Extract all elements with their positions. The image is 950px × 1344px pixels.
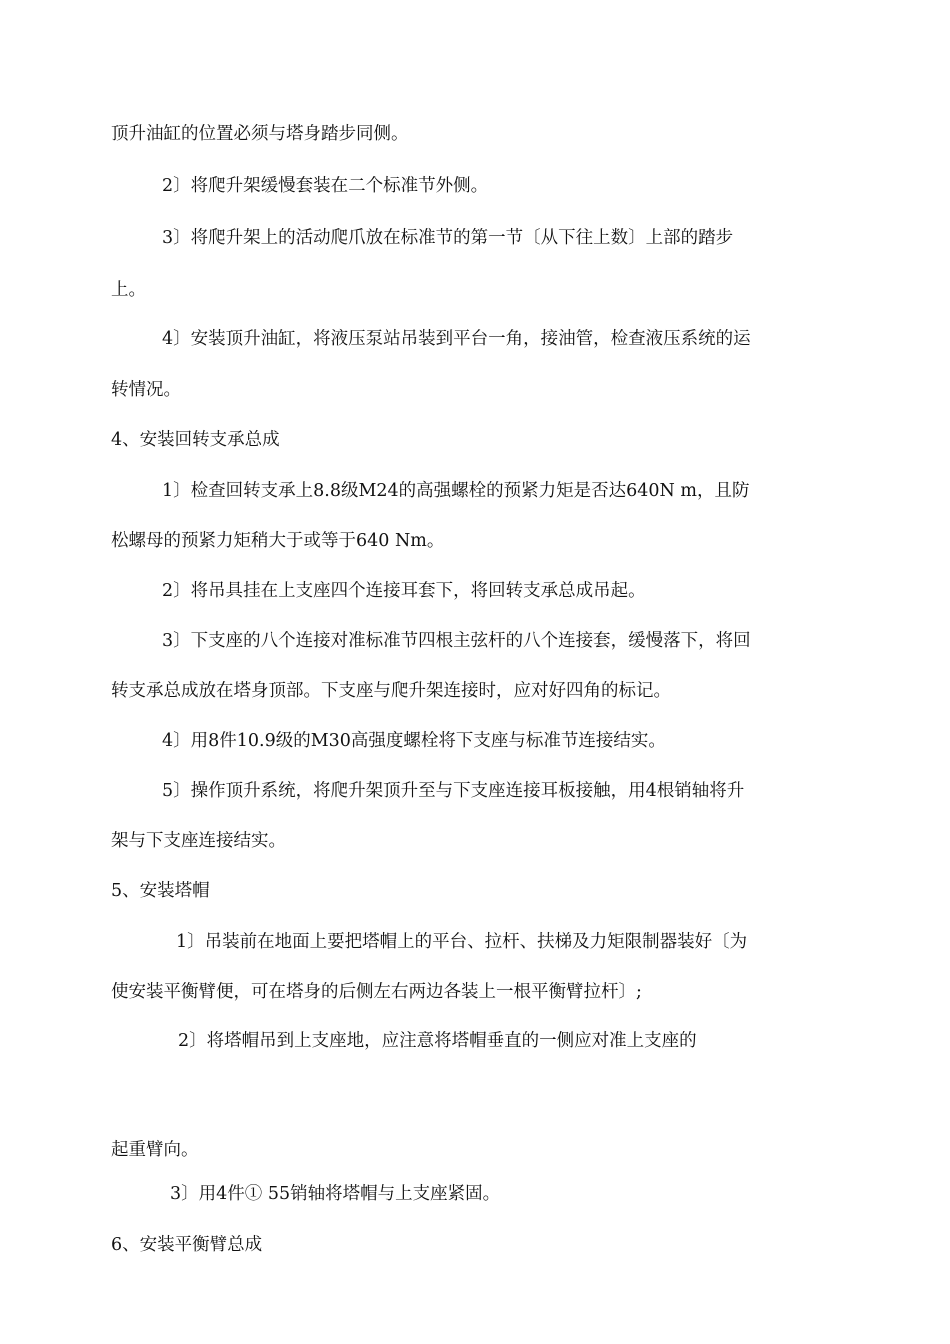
text-line: 起重臂向。 <box>111 1140 199 1160</box>
text-line: 上。 <box>111 280 146 300</box>
text-line: 2〕将吊具挂在上支座四个连接耳套下，将回转支承总成吊起。 <box>162 581 646 601</box>
text-line: 松螺母的预紧力矩稍大于或等于640 Nm。 <box>111 531 445 551</box>
text-line: 使安装平衡臂便，可在塔身的后侧左右两边各装上一根平衡臂拉杆〕; <box>111 982 642 1002</box>
section-heading: 5、安装塔帽 <box>111 881 210 901</box>
section-heading: 4、安装回转支承总成 <box>111 430 280 450</box>
text-line: 顶升油缸的位置必须与塔身踏步同侧。 <box>111 124 409 144</box>
text-line: 转支承总成放在塔身顶部。下支座与爬升架连接时，应对好四角的标记。 <box>111 681 671 701</box>
section-heading: 6、安装平衡臂总成 <box>111 1235 263 1255</box>
text-line: 转情况。 <box>111 380 181 400</box>
text-line: 架与下支座连接结实。 <box>111 831 286 851</box>
text-line: 5〕操作顶升系统，将爬升架顶升至与下支座连接耳板接触，用4根销轴将升 <box>162 781 745 801</box>
text-line: 4〕安装顶升油缸，将液压泵站吊装到平台一角，接油管，检查液压系统的运 <box>162 329 751 349</box>
text-line: 3〕用4件① 55销轴将塔帽与上支座紧固。 <box>170 1184 501 1204</box>
text-line: 3〕下支座的八个连接对准标准节四根主弦杆的八个连接套，缓慢落下，将回 <box>162 631 751 651</box>
text-line: 2〕将塔帽吊到上支座地，应注意将塔帽垂直的一侧应对准上支座的 <box>178 1031 697 1051</box>
text-line: 4〕用8件10.9级的M30高强度螺栓将下支座与标准节连接结实。 <box>162 731 666 751</box>
text-line: 1〕吊装前在地面上要把塔帽上的平台、拉杆、扶梯及力矩限制器装好〔为 <box>176 932 748 952</box>
text-line: 3〕将爬升架上的活动爬爪放在标准节的第一节〔从下往上数〕上部的踏步 <box>162 228 734 248</box>
text-line: 1〕检查回转支承上8.8级M24的高强螺栓的预紧力矩是否达640N m，且防 <box>162 481 750 501</box>
text-line: 2〕将爬升架缓慢套装在二个标准节外侧。 <box>162 176 489 196</box>
